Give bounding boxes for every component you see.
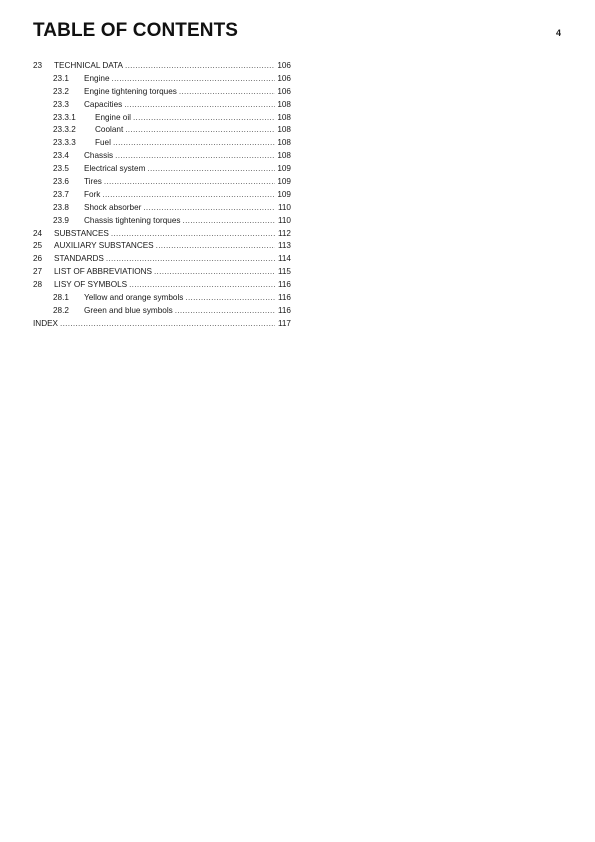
dot-leader [133,112,275,125]
toc-entry-page: 113 [277,241,291,251]
toc-entry-title: Green and blue symbols [84,305,173,315]
toc-entry[interactable] [33,215,291,228]
dot-leader [129,279,275,292]
dot-leader [124,99,275,112]
toc-entry-page: 108 [277,138,291,148]
toc-entry-number: 23.4 [53,151,69,161]
dot-leader [183,215,276,228]
toc-entry-page: 109 [277,177,291,187]
toc-entry-page: 108 [277,125,291,135]
toc-entry-title: TECHNICAL DATA [54,61,123,70]
toc-entry-page: 112 [277,228,291,238]
toc-entry-title: Engine [84,73,110,83]
toc-entry-number: 23.8 [53,202,69,212]
toc-entry-page: 106 [277,86,291,96]
dot-leader [125,124,275,137]
toc-entry[interactable] [33,305,291,318]
toc-entry-number: 23.5 [53,164,69,174]
dot-leader [60,318,275,331]
toc-entry-title: AUXILIARY SUBSTANCES [54,241,154,251]
toc-entry-page: 109 [277,189,291,199]
toc-entry-title: Tires [84,177,102,187]
toc-entry-page: 108 [277,99,291,109]
toc-entry[interactable] [33,86,291,99]
toc-entry-title: SUBSTANCES [54,228,109,238]
toc-entry-title: Coolant [95,125,124,135]
dot-leader [104,176,275,189]
toc-entry-number: 28.2 [53,305,69,315]
toc-entry[interactable] [33,189,291,202]
toc-entry-number: 28 [33,280,43,290]
toc-entry-title: LISY OF SYMBOLS [54,280,128,290]
toc-entry-page: 116 [277,280,291,290]
dot-leader [113,137,275,150]
toc-entry-number: 23.7 [53,189,69,199]
toc-entry[interactable] [33,163,291,176]
toc-entry-number: 26 [33,254,43,264]
page-number: 4 [555,28,561,38]
toc-entry-page: 109 [277,164,291,174]
toc-entry-title: Shock absorber [84,202,142,212]
toc-entry[interactable] [33,73,291,86]
toc-entry[interactable] [33,202,291,215]
toc-entry-number: 24 [33,228,43,238]
toc-entry-title: Fork [84,189,101,199]
dot-leader [147,163,275,176]
toc-entry-title: Engine oil [95,112,131,122]
toc-entry[interactable] [33,99,291,112]
dot-leader [179,86,275,99]
toc-entry[interactable] [33,228,291,241]
toc-entry-page: 110 [277,202,291,212]
toc-entry-number: 23.6 [53,177,69,187]
toc-entry-title: Electrical system [84,164,146,174]
toc-entry-title: Fuel [95,138,111,148]
toc-entry[interactable] [33,176,291,189]
toc-entry-page: 110 [277,215,291,225]
toc-entry-number: 25 [33,241,43,251]
page-title: TABLE OF CONTENTS [33,20,239,41]
toc-entry[interactable] [33,240,291,253]
dot-leader [143,202,275,215]
table-of-contents [33,60,291,331]
toc-entry-number: 23.3.2 [53,125,76,135]
toc-entry-number: 23.3 [53,99,69,109]
toc-entry[interactable] [33,60,291,73]
toc-entry-title: STANDARDS [54,254,104,264]
dot-leader [185,292,275,305]
toc-entry[interactable] [33,279,291,292]
toc-entry[interactable] [33,137,291,150]
dot-leader [125,60,275,73]
toc-entry-number: 23.3.1 [53,112,76,122]
dot-leader [115,150,275,163]
toc-entry-title: Engine tightening torques [84,86,177,96]
toc-entry-title: Yellow and orange symbols [84,293,184,303]
dot-leader [102,189,275,202]
toc-entry-page: 106 [277,73,291,83]
toc-entry-page: 117 [277,318,291,328]
toc-entry-number: 28.1 [53,293,69,303]
toc-entry-number: 23.1 [53,73,69,83]
toc-entry-title: Chassis tightening torques [84,215,181,225]
toc-entry-number: 23.3.3 [53,138,76,148]
toc-entry-number: 23 [33,61,43,70]
toc-entry-title: INDEX [33,318,59,328]
toc-entry-page: 116 [277,293,291,303]
toc-entry[interactable] [33,266,291,279]
toc-entry[interactable] [33,112,291,125]
dot-leader [112,73,276,86]
toc-entry[interactable] [33,318,291,331]
toc-entry-page: 106 [277,61,291,70]
toc-entry-page: 108 [277,112,291,122]
dot-leader [106,253,275,266]
dot-leader [175,305,275,318]
dot-leader [156,240,275,253]
toc-entry-page: 115 [277,267,291,277]
toc-entry-page: 108 [277,151,291,161]
toc-entry-title: LIST OF ABBREVIATIONS [54,267,152,277]
toc-entry-number: 23.9 [53,215,69,225]
toc-entry-title: Capacities [84,99,123,109]
toc-entry-page: 114 [277,254,291,264]
dot-leader [154,266,275,279]
toc-entry-page: 116 [277,305,291,315]
dot-leader [111,228,275,241]
toc-entry[interactable] [33,292,291,305]
toc-entry-number: 23.2 [53,86,69,96]
toc-entry[interactable] [33,124,291,137]
toc-entry-number: 27 [33,267,43,277]
toc-entry[interactable] [33,253,291,266]
toc-entry-title: Chassis [84,151,114,161]
toc-entry[interactable] [33,150,291,163]
